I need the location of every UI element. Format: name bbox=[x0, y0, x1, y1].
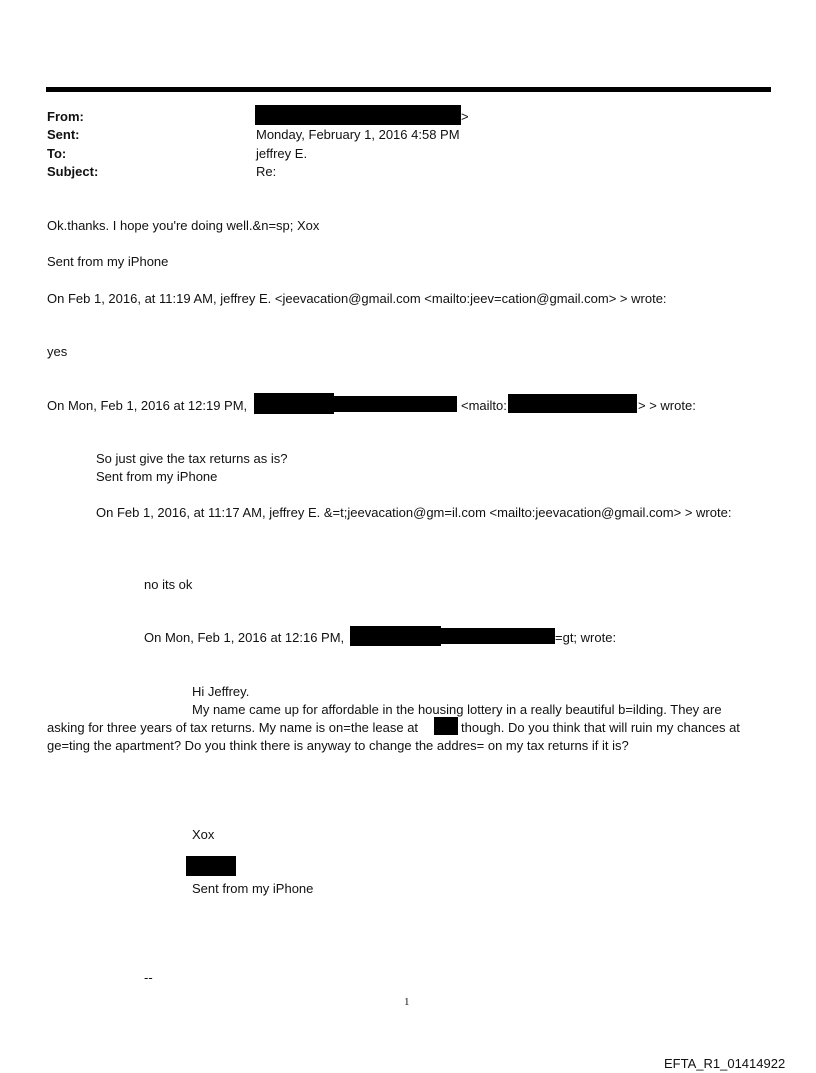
quote-text-1: yes bbox=[47, 344, 68, 359]
from-label: From: bbox=[47, 109, 84, 124]
signoff: Xox bbox=[192, 827, 215, 842]
quote-header-4-prefix: On Mon, Feb 1, 2016 at 12:16 PM, bbox=[144, 630, 345, 645]
greeting: Hi Jeffrey. bbox=[192, 684, 250, 699]
page-number: 1 bbox=[404, 996, 410, 1008]
redaction-sender-name-1 bbox=[254, 393, 334, 414]
quote-header-1: On Feb 1, 2016, at 11:19 AM, jeffrey E. <jeevacation@gmail.com <mailto:jeev=cation@gmail.com> > wrote: bbox=[47, 291, 667, 306]
document-id: EFTA_R1_01414922 bbox=[664, 1056, 786, 1071]
redaction-sender-name-2 bbox=[334, 396, 457, 412]
header-rule bbox=[46, 87, 771, 92]
quote-text-3: no its ok bbox=[144, 577, 193, 592]
message-line-1: My name came up for affordable in the housing lottery in a really beautiful b=ilding. They are bbox=[192, 702, 722, 717]
quote-header-3: On Feb 1, 2016, at 11:17 AM, jeffrey E. &=t;jeevacation@gm=il.com <mailto:jeevacation@gmail.com> > wrote: bbox=[96, 505, 732, 520]
to-value: jeffrey E. bbox=[256, 146, 308, 161]
signature-dashes: -- bbox=[144, 970, 153, 985]
sent-label: Sent: bbox=[47, 127, 80, 142]
redaction-email-3 bbox=[441, 628, 555, 644]
redaction-address bbox=[434, 717, 458, 735]
sent-value: Monday, February 1, 2016 4:58 PM bbox=[256, 127, 460, 142]
quote-header-2-suffix: > > wrote: bbox=[638, 398, 696, 413]
redaction-name-3 bbox=[350, 626, 441, 646]
message-line-3: ge=ting the apartment? Do you think there is anyway to change the addres= on my tax returns if it is? bbox=[47, 738, 629, 753]
subject-label: Subject: bbox=[47, 164, 99, 179]
message-line-2a: asking for three years of tax returns. My name is on=the lease at bbox=[47, 720, 419, 735]
redaction-from bbox=[255, 105, 461, 125]
quote-text-2b: Sent from my iPhone bbox=[96, 469, 218, 484]
to-label: To: bbox=[47, 146, 67, 161]
quote-text-2a: So just give the tax returns as is? bbox=[96, 451, 288, 466]
subject-value: Re: bbox=[256, 164, 277, 179]
redaction-signature bbox=[186, 856, 236, 876]
quote-header-2-mailto: <mailto: bbox=[461, 398, 507, 413]
signature-iphone: Sent from my iPhone bbox=[47, 254, 169, 269]
message-line-2b: though. Do you think that will ruin my chances at bbox=[461, 720, 740, 735]
quote-header-2-prefix: On Mon, Feb 1, 2016 at 12:19 PM, bbox=[47, 398, 248, 413]
from-value-tail: > bbox=[461, 109, 469, 124]
quote-header-4-suffix: =gt; wrote: bbox=[555, 630, 617, 645]
redaction-sender-email bbox=[508, 394, 637, 413]
sent-from-iphone: Sent from my iPhone bbox=[192, 881, 314, 896]
reply-line: Ok.thanks. I hope you're doing well.&n=sp; Xox bbox=[47, 218, 320, 233]
